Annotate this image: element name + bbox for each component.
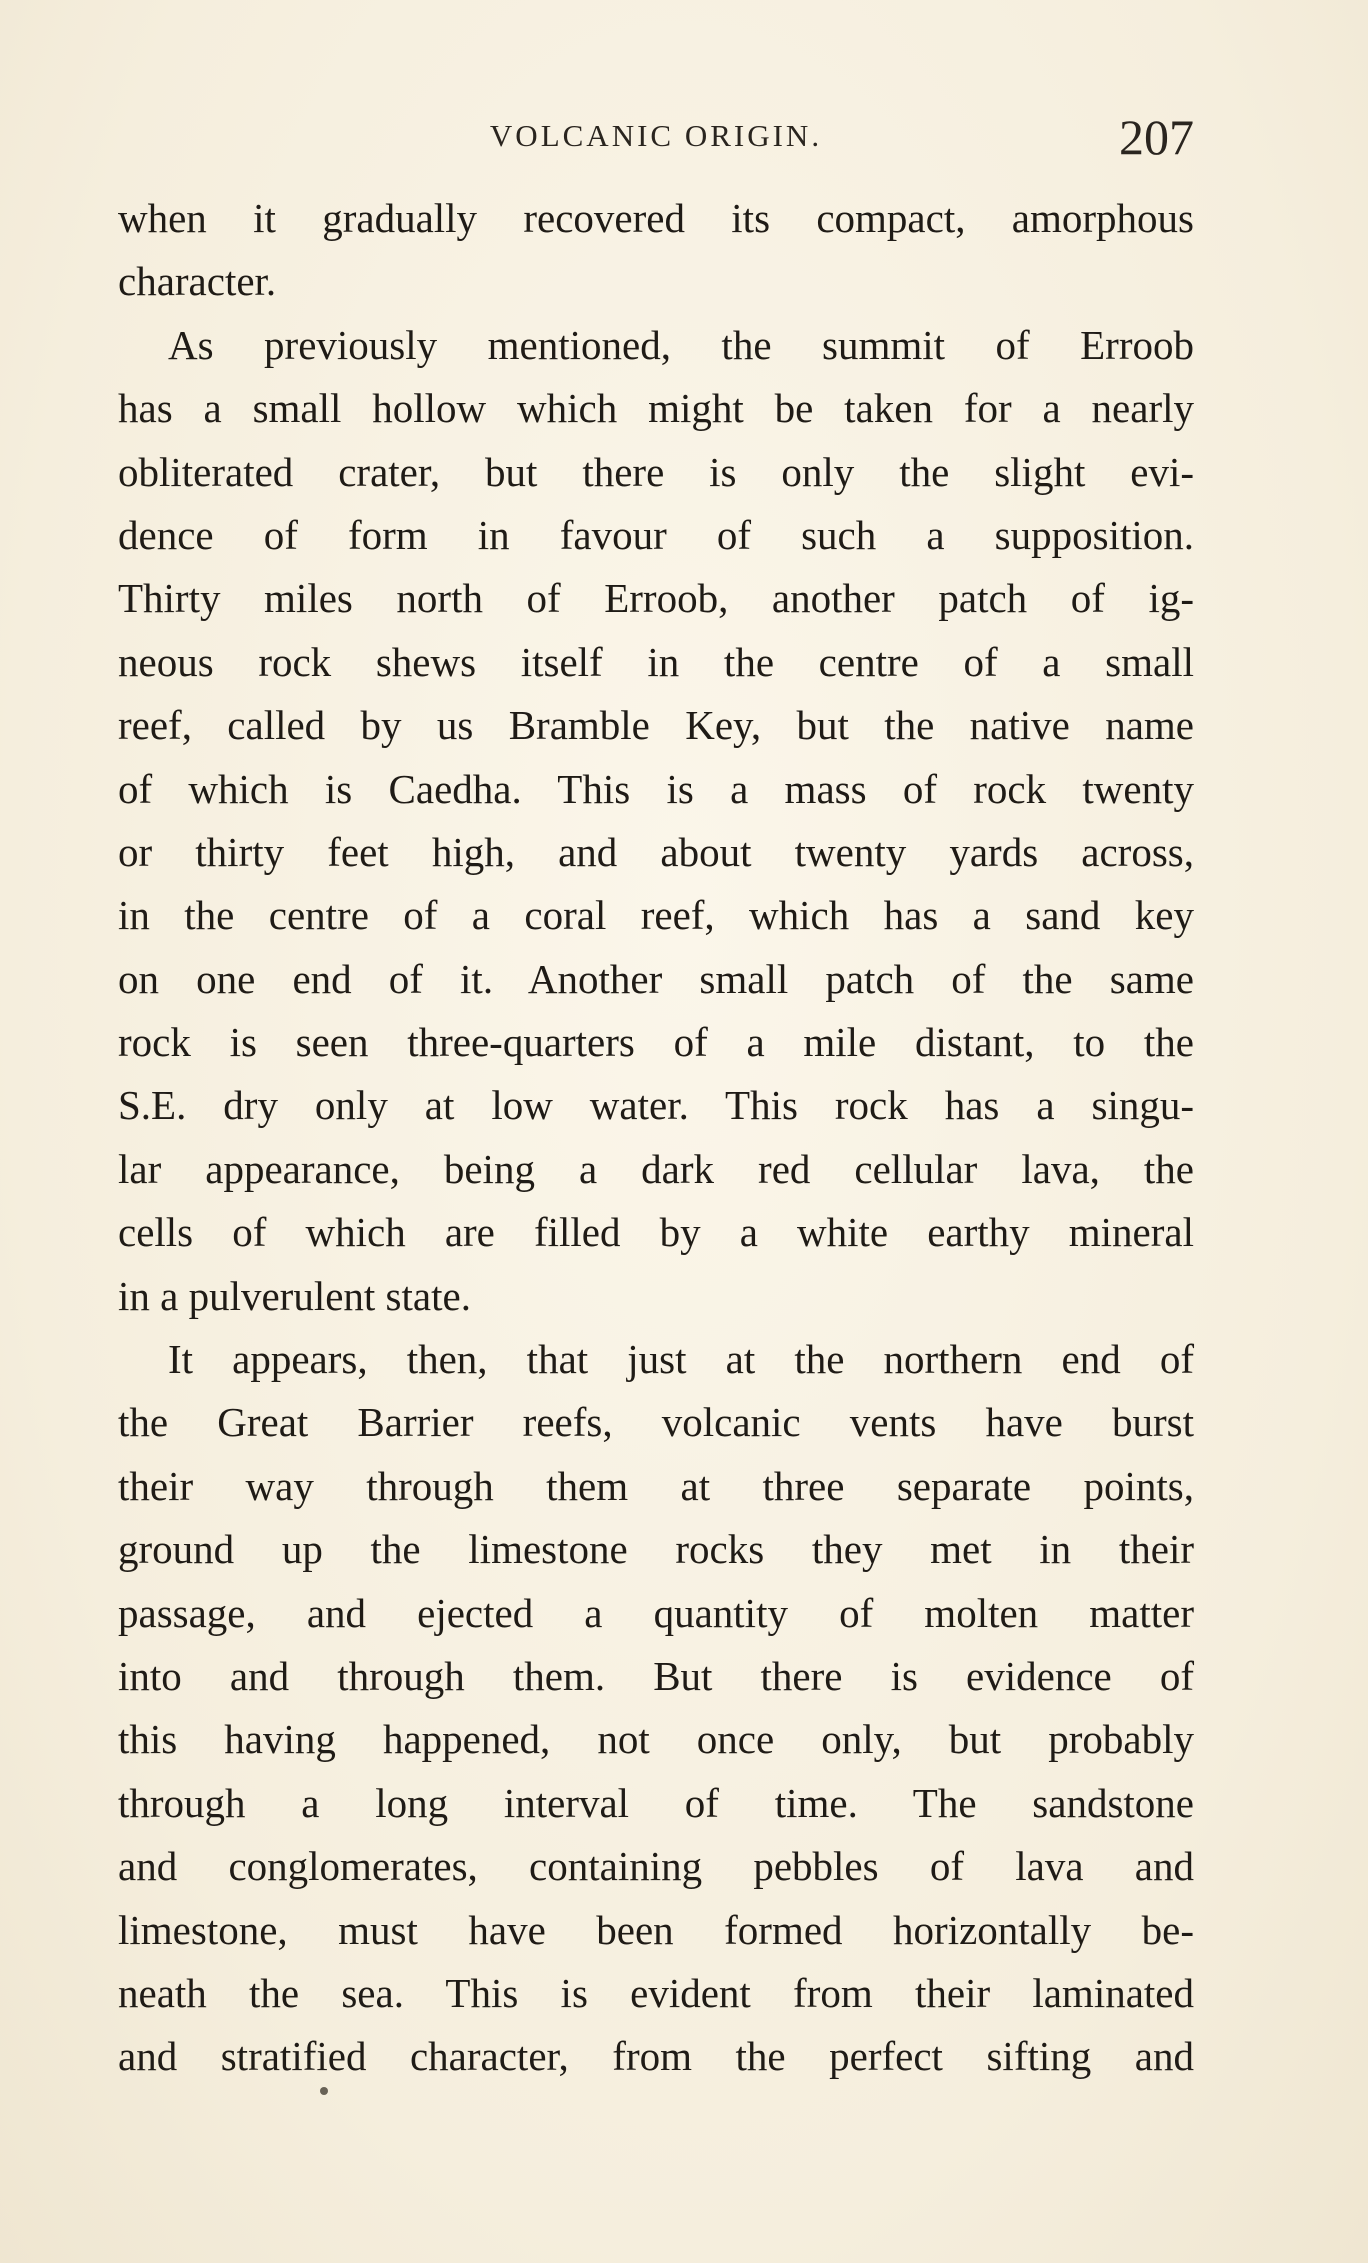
text-line: reef, called by us Bramble Key, but the native name [118,702,1194,749]
text-line: of which is Caedha. This is a mass of rock twenty [118,765,1194,812]
text-line: cells of which are filled by a white earthy mineral [118,1209,1194,1256]
text-line: obliterated crater, but there is only the slight evi- [118,448,1194,495]
text-line: neath the sea. This is evident from their laminated [118,1969,1194,2016]
text-line: this having happened, not once only, but probably [118,1716,1194,1763]
body-text [118,187,1194,2089]
text-line: limestone, must have been formed horizontally be- [118,1906,1194,1953]
text-line: rock is seen three-quarters of a mile distant, to the [118,1019,1194,1066]
text-line: the Great Barrier reefs, volcanic vents have burst [118,1399,1194,1446]
text-line: neous rock shews itself in the centre of a small [118,638,1194,685]
text-line: ground up the limestone rocks they met in their [118,1526,1194,1573]
text-line: through a long interval of time. The sandstone [118,1779,1194,1826]
text-line: and stratified character, from the perfect sifting and [118,2033,1194,2080]
text-line: or thirty feet high, and about twenty yards across, [118,828,1194,875]
running-head [118,108,1194,168]
text-line: passage, and ejected a quantity of molten matter [118,1589,1194,1636]
text-line: in the centre of a coral reef, which has a sand key [118,892,1194,939]
running-title: VOLCANIC ORIGIN. [489,118,823,153]
text-line: Thirty miles north of Erroob, another patch of ig- [118,575,1194,622]
ink-speck [320,2087,328,2095]
text-line: character. [118,258,277,305]
text-line: lar appearance, being a dark red cellular lava, the [118,1145,1194,1192]
page-number: 207 [1119,109,1194,165]
text-line: their way through them at three separate points, [118,1462,1194,1509]
text-line: when it gradually recovered its compact, amorphous [118,195,1194,241]
text-line: and conglomerates, containing pebbles of lava and [118,1843,1194,1890]
text-line: in a pulverulent state. [118,1272,471,1319]
text-line: into and through them. But there is evidence of [118,1652,1194,1699]
text-line: S.E. dry only at low water. This rock has a singu- [118,1082,1194,1129]
text-line: on one end of it. Another small patch of the same [118,955,1194,1002]
text-line: As previously mentioned, the summit of Erroob [168,321,1194,368]
text-line: It appears, then, that just at the northern end of [168,1336,1194,1383]
text-line: has a small hollow which might be taken for a nearly [118,385,1194,432]
text-line: dence of form in favour of such a supposition. [118,511,1194,558]
